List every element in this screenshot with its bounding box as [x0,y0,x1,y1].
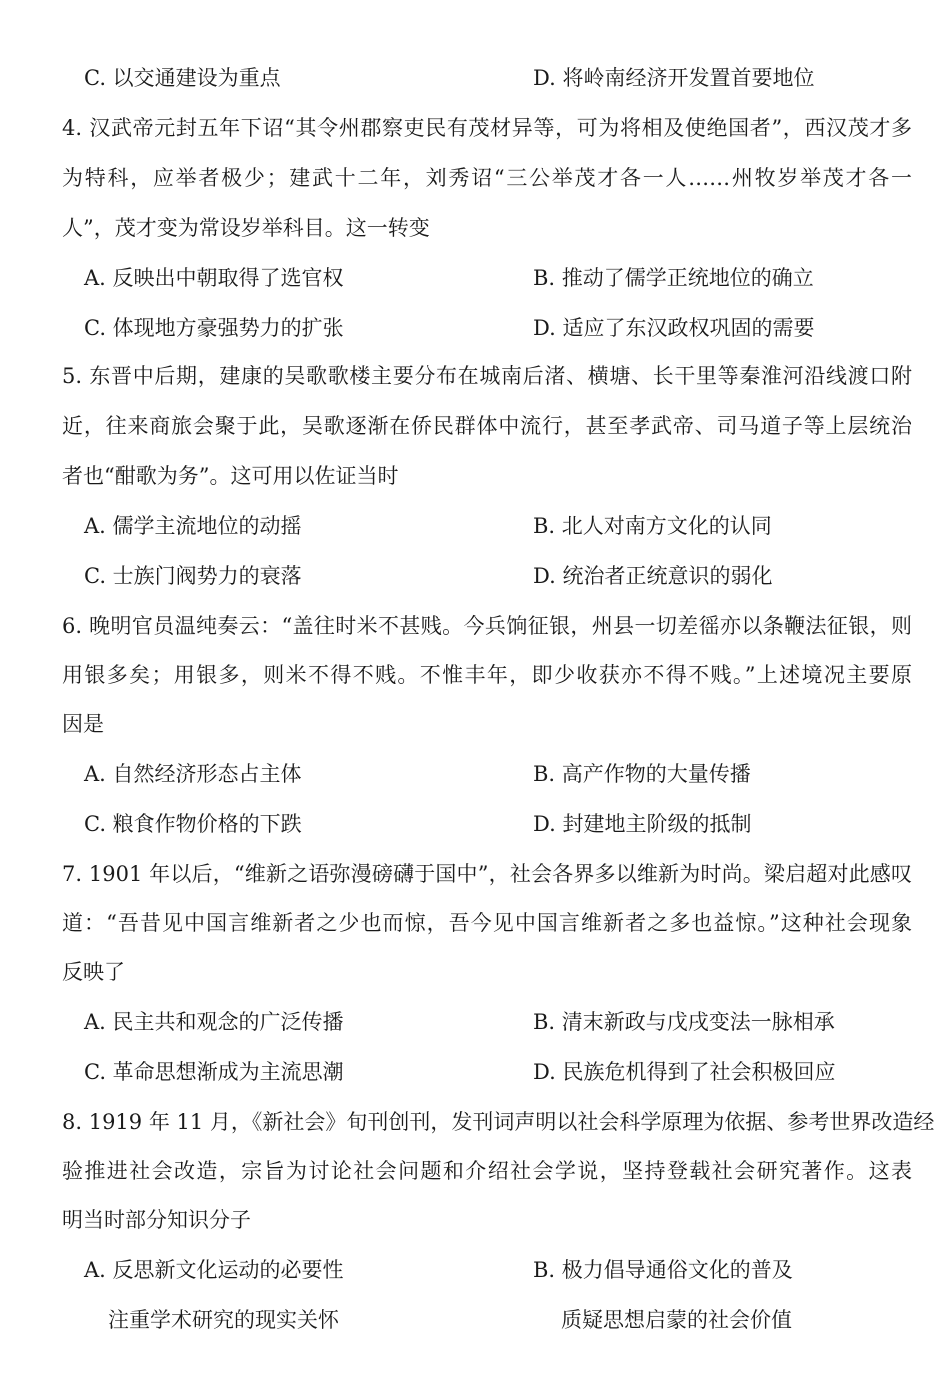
q8-option-b: B. 极力倡导通俗文化的普及 [533,1258,793,1282]
q8-option-a: A. 反思新文化运动的必要性 [84,1258,344,1282]
q4-option-a: A. 反映出中朝取得了选官权 [84,266,344,290]
q6-option-a: A. 自然经济形态占主体 [84,762,302,786]
q4-stem-line-2: 为特科，应举者极少；建武十二年，刘秀诏“三公举茂才各一人……州牧岁举茂才各一 [62,166,912,190]
q7-stem-line-2: 道：“吾昔见中国言维新者之少也而惊，吾今见中国言维新者之多也益惊。”这种社会现象 [62,911,912,935]
q5-stem-line-3: 者也“酣歌为务”。这可用以佐证当时 [62,464,399,488]
q8-stem-line-1: 8. 1919 年 11 月，《新社会》旬刊创刊，发刊词声明以社会科学原理为依据、参考世界改造经 [62,1110,935,1134]
q4-stem-line-3: 人”，茂才变为常设岁举科目。这一转变 [62,216,430,240]
q5-option-a: A. 儒学主流地位的动摇 [84,514,302,538]
q7-option-d: D. 民族危机得到了社会积极回应 [533,1060,836,1084]
q7-stem-line-1: 7. 1901 年以后，“维新之语弥漫磅礴于国中”，社会各界多以维新为时尚。梁启超对此感叹 [62,862,912,886]
q8-option-d: 质疑思想启蒙的社会价值 [561,1308,792,1332]
q8-stem-line-2: 验推进社会改造，宗旨为讨论社会问题和介绍社会学说，坚持登载社会研究著作。这表 [62,1159,912,1183]
q6-option-d: D. 封建地主阶级的抵制 [533,812,752,836]
q6-option-c: C. 粮食作物价格的下跌 [84,812,302,836]
q6-option-b: B. 高产作物的大量传播 [533,762,751,786]
q4-stem-line-1: 4. 汉武帝元封五年下诏“其令州郡察吏民有茂材异等，可为将相及使绝国者”，西汉茂才多 [62,116,912,140]
q4-option-c: C. 体现地方豪强势力的扩张 [84,316,344,340]
q7-option-b: B. 清末新政与戊戌变法一脉相承 [533,1010,835,1034]
q6-stem-line-3: 因是 [62,712,104,736]
q7-option-a: A. 民主共和观念的广泛传播 [84,1010,344,1034]
q5-stem-line-1: 5. 东晋中后期，建康的吴歌歌楼主要分布在城南后渚、横塘、长干里等秦淮河沿线渡口附 [62,364,912,388]
q5-option-b: B. 北人对南方文化的认同 [533,514,772,538]
q7-stem-line-3: 反映了 [62,960,125,984]
q4-option-d: D. 适应了东汉政权巩固的需要 [533,316,815,340]
q7-option-c: C. 革命思想渐成为主流思潮 [84,1060,344,1084]
q3-option-d: D. 将岭南经济开发置首要地位 [533,66,815,90]
q5-stem-line-2: 近，往来商旅会聚于此，吴歌逐渐在侨民群体中流行，甚至孝武帝、司马道子等上层统治 [62,414,912,438]
q4-option-b: B. 推动了儒学正统地位的确立 [533,266,814,290]
q5-option-d: D. 统治者正统意识的弱化 [533,564,773,588]
q8-stem-line-3: 明当时部分知识分子 [62,1208,251,1232]
q8-option-c: 注重学术研究的现实关怀 [108,1308,339,1332]
q5-option-c: C. 士族门阀势力的衰落 [84,564,302,588]
q6-stem-line-1: 6. 晚明官员温纯奏云：“盖往时米不甚贱。今兵饷征银，州县一切差徭亦以条鞭法征银，则 [62,614,912,638]
q3-option-c: C. 以交通建设为重点 [84,66,281,90]
q6-stem-line-2: 用银多矣；用银多，则米不得不贱。不惟丰年，即少收获亦不得不贱。”上述境况主要原 [62,663,912,687]
